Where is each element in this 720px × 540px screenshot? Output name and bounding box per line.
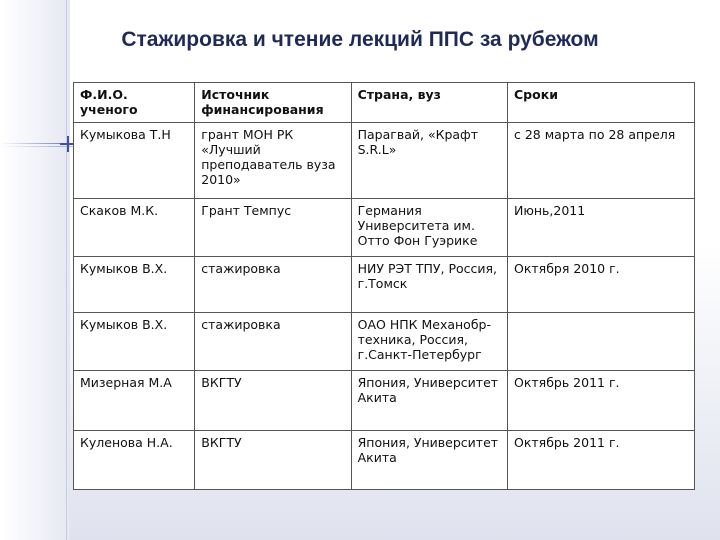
cell-name: Куленова Н.А. <box>74 431 195 490</box>
cell-funding: стажировка <box>195 313 351 371</box>
cell-country: Япония, Университет Акита <box>351 371 507 431</box>
slide-title: Стажировка и чтение лекций ППС за рубежом <box>121 28 599 51</box>
cell-funding: грант МОН РК «Лучший преподаватель вуза 2010» <box>195 123 351 199</box>
cell-country: ОАО НПК Механобр-техника, Россия, г.Санкт-Петербург <box>351 313 507 371</box>
table-row <box>74 431 695 490</box>
vertical-rule-secondary <box>69 0 70 540</box>
cell-name: Кумыкова Т.Н <box>74 123 195 199</box>
vertical-rule <box>66 0 67 540</box>
cell-country: Парагвай, «Крафт S.R.L» <box>351 123 507 199</box>
internship-table <box>73 82 695 490</box>
cell-name: Кумыков В.Х. <box>74 313 195 371</box>
cell-country: Германия Университета им. Отто Фон Гуэрике <box>351 199 507 257</box>
cell-dates: Октябрь 2011 г. <box>508 431 695 490</box>
side-panel-decoration <box>0 0 70 540</box>
cell-country: Япония, Университет Акита <box>351 431 507 490</box>
cell-dates: с 28 марта по 28 апреля <box>508 123 695 199</box>
cell-funding: Грант Темпус <box>195 199 351 257</box>
header-dates: Сроки <box>508 83 695 123</box>
table-row <box>74 371 695 431</box>
cell-funding: ВКГТУ <box>195 431 351 490</box>
cell-name: Кумыков В.Х. <box>74 257 195 313</box>
cell-funding: стажировка <box>195 257 351 313</box>
cell-dates: Октября 2010 г. <box>508 257 695 313</box>
header-funding: Источник финансирования <box>195 83 351 123</box>
cell-name: Мизерная М.А <box>74 371 195 431</box>
cell-name: Скаков М.К. <box>74 199 195 257</box>
cell-country: НИУ РЭТ ТПУ, Россия, г.Томск <box>351 257 507 313</box>
table-row <box>74 123 695 199</box>
table-header-row <box>74 83 695 123</box>
cell-dates: Октябрь 2011 г. <box>508 371 695 431</box>
cell-funding: ВКГТУ <box>195 371 351 431</box>
cell-dates: Июнь,2011 <box>508 199 695 257</box>
table-row <box>74 313 695 371</box>
cell-dates <box>508 313 695 371</box>
header-country: Страна, вуз <box>351 83 507 123</box>
header-name: Ф.И.О. ученого <box>74 83 195 123</box>
table-row <box>74 257 695 313</box>
table-row <box>74 199 695 257</box>
